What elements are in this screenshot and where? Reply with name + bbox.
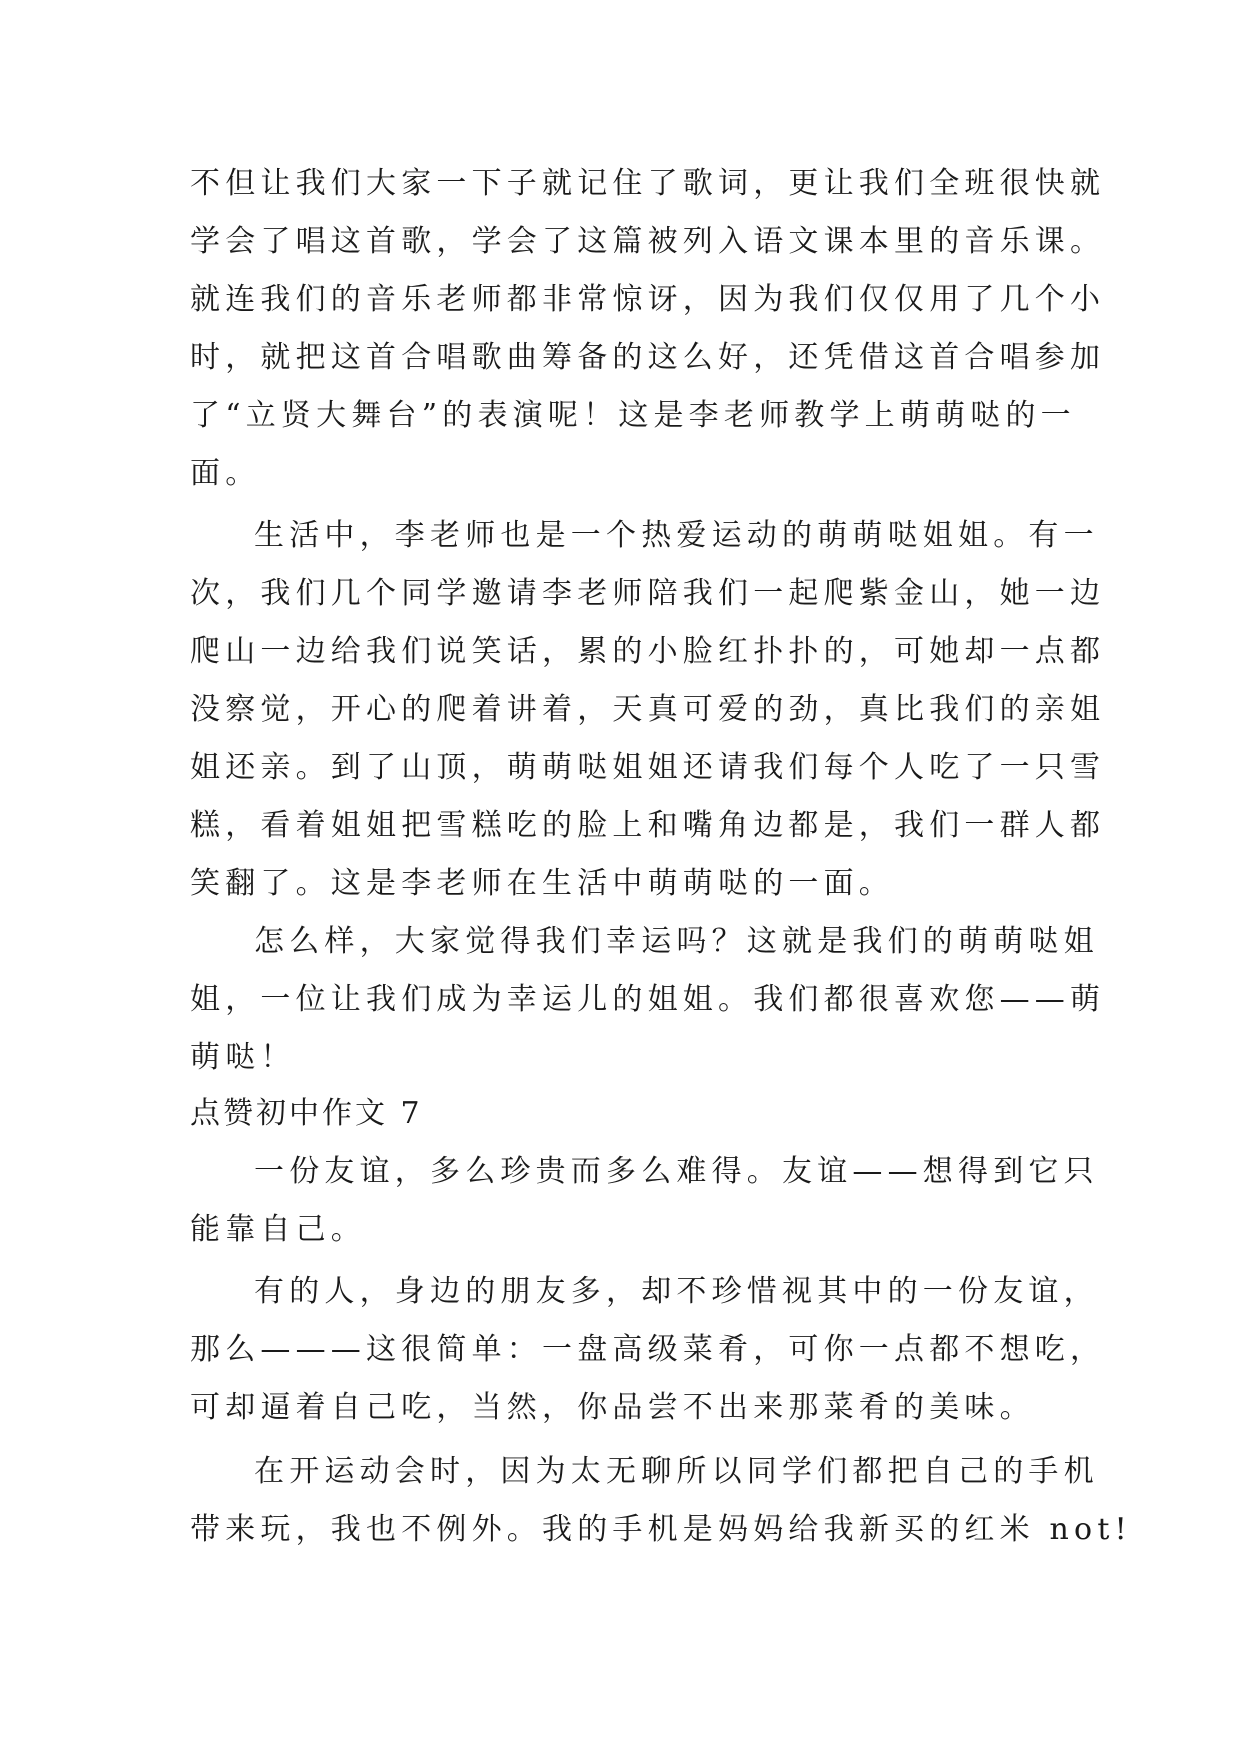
text-line: 能靠自己。 <box>190 1212 366 1247</box>
text-line: 可却逼着自己吃，当然，你品尝不出来那菜肴的美味。 <box>190 1390 1035 1425</box>
text-line: 了“立贤大舞台”的表演呢！这是李老师教学上萌萌哒的一 <box>190 398 1076 433</box>
paragraph-first-line: 生活中，李老师也是一个热爱运动的萌萌哒姐姐。有一 <box>254 518 1099 553</box>
paragraph-first-line: 一份友谊，多么珍贵而多么难得。友谊——想得到它只 <box>254 1154 1099 1189</box>
paragraph-first-line: 怎么样，大家觉得我们幸运吗？这就是我们的萌萌哒姐 <box>254 924 1099 959</box>
text-line: 姐，一位让我们成为幸运儿的姐姐。我们都很喜欢您——萌 <box>190 982 1106 1017</box>
text-line: 不但让我们大家一下子就记住了歌词，更让我们全班很快就 <box>190 166 1106 201</box>
text-line: 时，就把这首合唱歌曲筹备的这么好，还凭借这首合唱参加 <box>190 340 1106 375</box>
text-line: 姐还亲。到了山顶，萌萌哒姐姐还请我们每个人吃了一只雪 <box>190 750 1106 785</box>
text-line: 爬山一边给我们说笑话，累的小脸红扑扑的，可她却一点都 <box>190 634 1106 669</box>
text-line: 糕，看着姐姐把雪糕吃的脸上和嘴角边都是，我们一群人都 <box>190 808 1106 843</box>
text-line: 萌哒！ <box>190 1040 296 1075</box>
paragraph-first-line: 有的人，身边的朋友多，却不珍惜视其中的一份友谊， <box>254 1274 1099 1309</box>
text-line: 次，我们几个同学邀请李老师陪我们一起爬紫金山，她一边 <box>190 576 1106 611</box>
text-line: 没察觉，开心的爬着讲着，天真可爱的劲，真比我们的亲姐 <box>190 692 1106 727</box>
text-line: 带来玩，我也不例外。我的手机是妈妈给我新买的红米 not! <box>190 1512 1132 1547</box>
text-line: 就连我们的音乐老师都非常惊讶，因为我们仅仅用了几个小 <box>190 282 1106 317</box>
paragraph-first-line: 在开运动会时，因为太无聊所以同学们都把自己的手机 <box>254 1454 1099 1489</box>
text-line: 面。 <box>190 456 261 491</box>
text-line: 学会了唱这首歌，学会了这篇被列入语文课本里的音乐课。 <box>190 224 1106 259</box>
text-line: 那么———这很简单：一盘高级菜肴，可你一点都不想吃， <box>190 1332 1106 1367</box>
text-line: 笑翻了。这是李老师在生活中萌萌哒的一面。 <box>190 866 894 901</box>
section-heading: 点赞初中作文 7 <box>190 1096 423 1131</box>
